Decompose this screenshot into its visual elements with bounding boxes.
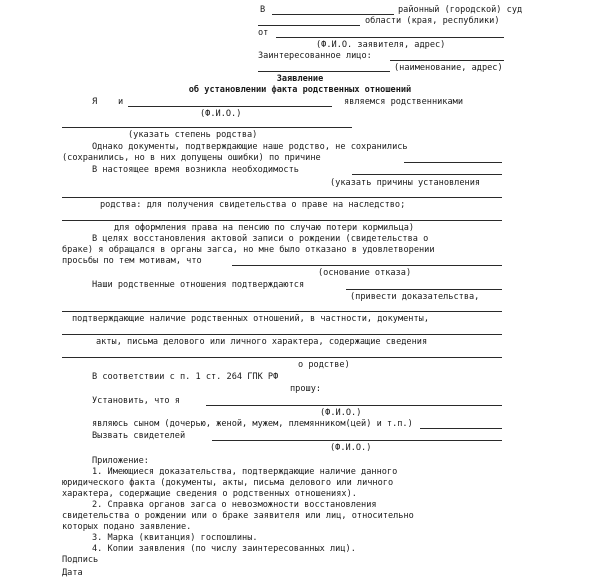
caption-kinship-end: о родстве) bbox=[298, 360, 350, 370]
caption-evidence: (привести доказательства, bbox=[350, 292, 480, 302]
para-6: Установить, что я bbox=[92, 396, 180, 406]
para-5b: прошу: bbox=[290, 384, 322, 394]
attachment-4: 4. Копии заявления (по числу заинтересованных лиц). bbox=[92, 544, 356, 554]
evidence-line bbox=[346, 289, 502, 290]
caption-fio: (Ф.И.О.) bbox=[200, 109, 242, 119]
para-2: В настоящее время возникла необходимость bbox=[92, 165, 299, 175]
evidence-line-3 bbox=[62, 334, 502, 335]
attachment-2c: которых подано заявление. bbox=[62, 522, 192, 532]
l1-suffix: являемся родственниками bbox=[344, 97, 463, 107]
reasons-line-3 bbox=[62, 220, 502, 221]
reasons-line-2 bbox=[62, 197, 502, 198]
document-title: Заявление bbox=[276, 74, 324, 84]
reason-line bbox=[404, 162, 502, 163]
kinship-line bbox=[62, 127, 352, 128]
interested-prefix: Заинтересованное лицо: bbox=[258, 51, 372, 61]
para-7: Вызвать свидетелей bbox=[92, 431, 186, 441]
l1-prefix: Я bbox=[92, 97, 98, 107]
from-prefix: от bbox=[258, 28, 269, 38]
signature-label: Подпись bbox=[62, 555, 99, 565]
date-label: Дата bbox=[62, 568, 83, 578]
para-5: В соответствии с п. 1 ст. 264 ГПК РФ bbox=[92, 372, 279, 382]
applicant-line bbox=[276, 37, 504, 38]
refusal-line bbox=[232, 265, 502, 266]
evidence-line-2 bbox=[62, 311, 502, 312]
caption-fio-3: (Ф.И.О.) bbox=[330, 443, 372, 453]
caption-letters: акты, письма делового или личного характера, содержащие сведения bbox=[96, 337, 428, 347]
l1-mid: и bbox=[118, 97, 124, 107]
para-6b: являюсь сыном (дочерью, женой, мужем, племянником(цей) и т.п.) bbox=[92, 419, 413, 429]
attachment-2: 2. Справка органов загса о невозможности восстановления bbox=[92, 500, 377, 510]
interested-line-2 bbox=[258, 71, 390, 72]
para-4: Наши родственные отношения подтверждаются bbox=[92, 280, 305, 290]
para-3c: просьбы по тем мотивам, что bbox=[62, 256, 202, 266]
region-suffix: области (края, республики) bbox=[365, 16, 500, 26]
necessity-line bbox=[352, 174, 502, 175]
attachment-1c: характера, содержащие сведения о родственных отношениях). bbox=[62, 489, 357, 499]
caption-refusal: (основание отказа) bbox=[318, 268, 412, 278]
interested-line bbox=[390, 60, 504, 61]
para-1b: (сохранились, но в них допущены ошибки) по причине bbox=[62, 153, 321, 163]
attachment-2b: свидетельства о рождении или о браке заявителя или лиц, относительно bbox=[62, 511, 414, 521]
witnesses-line bbox=[212, 440, 502, 441]
attachments-heading: Приложение: bbox=[92, 456, 149, 466]
para-3b: браке) я обращался в органы загса, но мне было отказано в удовлетворении bbox=[62, 245, 435, 255]
document-subtitle: об установлении факта родственных отношений bbox=[188, 85, 412, 95]
caption-fio-2: (Ф.И.О.) bbox=[320, 408, 362, 418]
relation-line bbox=[420, 428, 502, 429]
attachment-1: 1. Имеющиеся доказательства, подтверждающие наличие данного bbox=[92, 467, 398, 477]
para-1: Однако документы, подтверждающие наше родство, не сохранились bbox=[92, 142, 408, 152]
establish-line bbox=[206, 405, 502, 406]
caption-reasons: (указать причины установления bbox=[330, 178, 481, 188]
attachment-3: 3. Марка (квитанция) госпошлины. bbox=[92, 533, 258, 543]
para-3: В целях восстановления актовой записи о рождении (свидетельства о bbox=[92, 234, 429, 244]
applicant-caption: (Ф.И.О. заявителя, адрес) bbox=[316, 40, 446, 50]
interested-caption: (наименование, адрес) bbox=[394, 63, 503, 73]
caption-docs: подтверждающие наличие родственных отношений, в частности, документы, bbox=[72, 314, 429, 324]
attachment-1b: юридического факта (документы, акты, письма делового или личного bbox=[62, 478, 394, 488]
court-suffix: районный (городской) суд bbox=[398, 5, 523, 15]
caption-kinship-purpose: родства: для получения свидетельства о праве на наследство; bbox=[100, 200, 406, 210]
region-line bbox=[258, 25, 360, 26]
caption-kinship: (указать степень родства) bbox=[128, 130, 258, 140]
evidence-line-4 bbox=[62, 357, 502, 358]
caption-pension: для оформления права на пенсию по случаю потери кормильца) bbox=[114, 223, 415, 233]
court-name-line bbox=[272, 14, 394, 15]
court-prefix: В bbox=[260, 5, 266, 15]
relatives-line bbox=[128, 106, 332, 107]
